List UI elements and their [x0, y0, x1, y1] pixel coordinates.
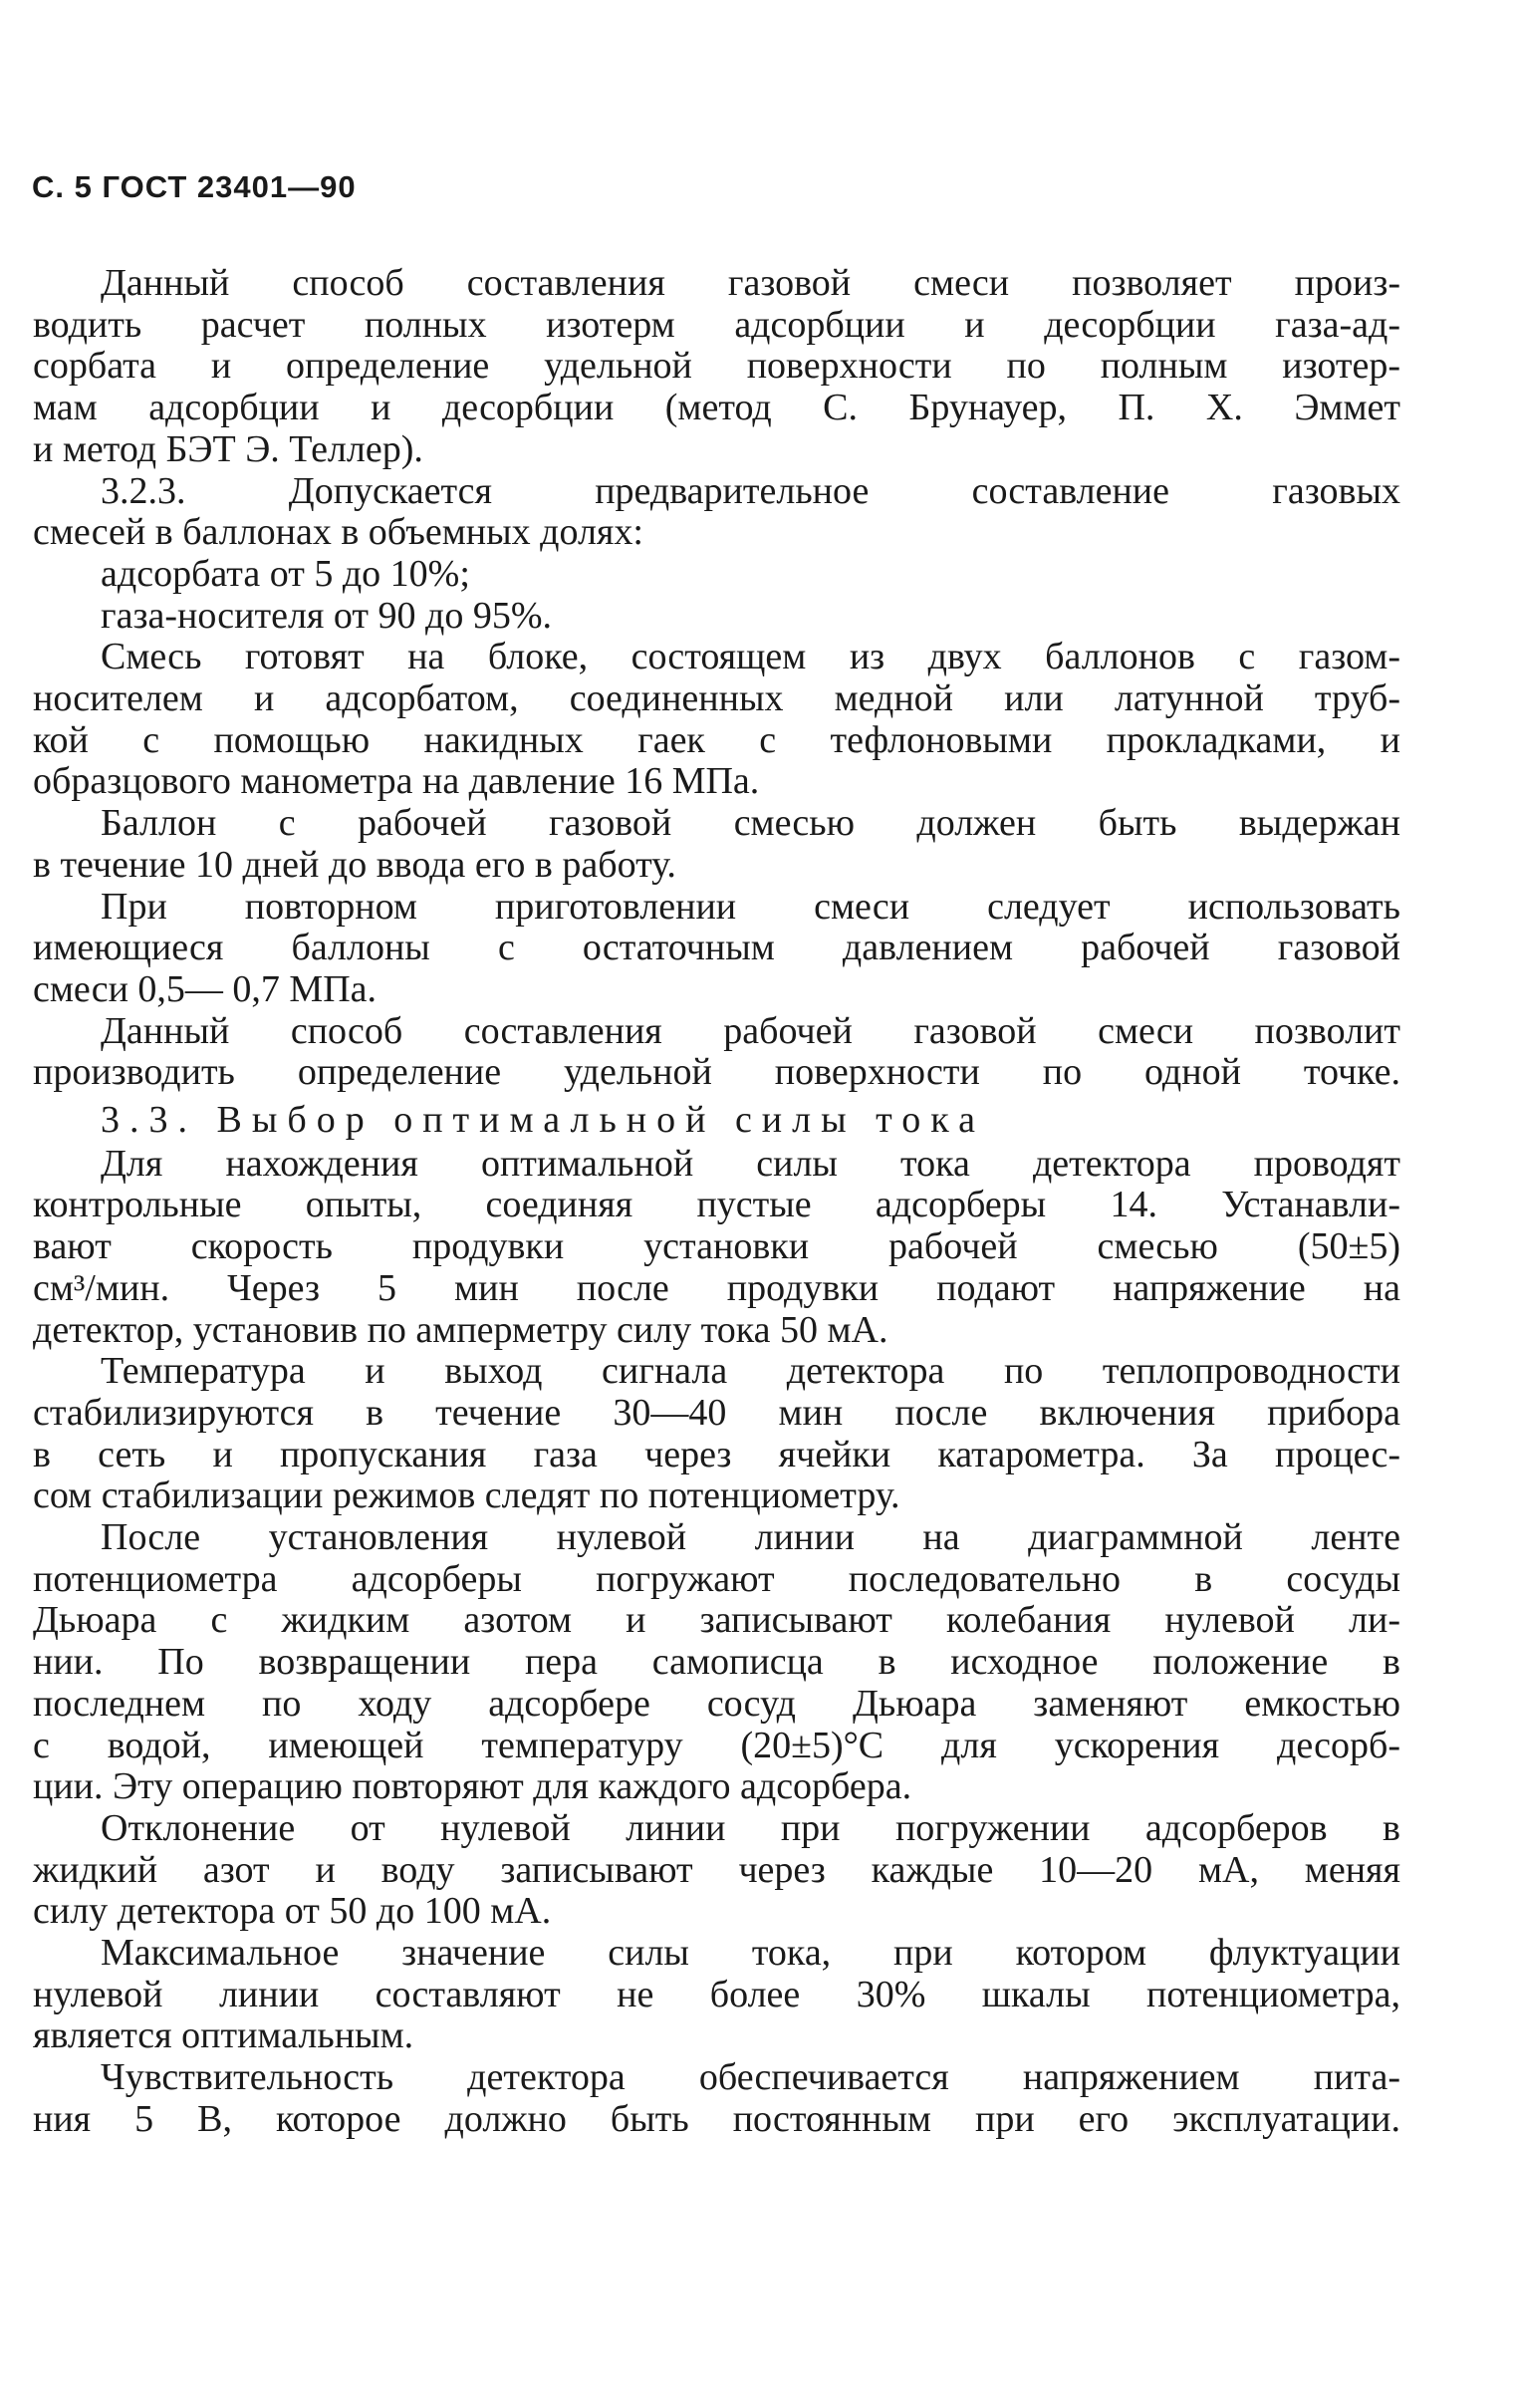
text-line: контрольные опыты, соединяя пустые адсорберы 14. Устанавли- [33, 1184, 1400, 1225]
page-header: С. 5 ГОСТ 23401—90 [32, 169, 357, 204]
text-line: в течение 10 дней до ввода его в работу. [33, 844, 676, 886]
text-line: Смесь готовят на блоке, состоящем из двух баллонов с газом- [101, 636, 1400, 677]
text-line: вают скорость продувки установки рабочей смесью (50±5) [33, 1225, 1400, 1267]
text-line: смеси 0,5— 0,7 МПа. [33, 968, 378, 1010]
text-line: последнем по ходу адсорбере сосуд Дьюара заменяют емкостью [33, 1683, 1400, 1725]
text-line: см³/мин. Через 5 мин после продувки подают напряжение на [33, 1267, 1400, 1309]
text-line: жидкий азот и воду записывают через каждые 10—20 мА, меняя [33, 1849, 1400, 1891]
text-line: с водой, имеющей температуру (20±5)°С для ускорения десорб- [33, 1725, 1400, 1766]
text-line: мам адсорбции и десорбции (метод С. Брунауер, П. Х. Эммет [33, 387, 1400, 428]
text-line: образцового манометра на давление 16 МПа. [33, 760, 760, 802]
text-line: 3.2.3. Допускается предварительное составление газовых [101, 470, 1400, 512]
text-line: Отклонение от нулевой линии при погружении адсорберов в [101, 1807, 1400, 1849]
text-line: силу детектора от 50 до 100 мА. [33, 1890, 552, 1932]
text-line: Максимальное значение силы тока, при котором флуктуации [101, 1932, 1400, 1974]
text-line: смесей в баллонах в объемных долях: [33, 511, 643, 553]
text-line: После установления нулевой линии на диаграммной ленте [101, 1516, 1400, 1558]
text-line: производить определение удельной поверхности по одной точке. [33, 1051, 1400, 1093]
text-line: стабилизируются в течение 30—40 мин после включения прибора [33, 1392, 1400, 1434]
text-line: имеющиеся баллоны с остаточным давлением рабочей газовой [33, 927, 1400, 968]
text-line: в сеть и пропускания газа через ячейки катарометра. За процес- [33, 1434, 1400, 1475]
text-line: водить расчет полных изотерм адсорбции и десорбции газа-ад- [33, 304, 1400, 346]
text-line: является оптимальным. [33, 2014, 414, 2056]
text-line: адсорбата от 5 до 10%; [101, 553, 470, 595]
text-line: Баллон с рабочей газовой смесью должен быть выдержан [101, 802, 1400, 844]
text-line: нии. По возвращении пера самописца в исходное положение в [33, 1641, 1400, 1683]
text-line: Данный способ составления рабочей газовой смеси позволит [101, 1010, 1400, 1052]
text-line: ции. Эту операцию повторяют для каждого адсорбера. [33, 1765, 912, 1807]
text-line: 3.3. Выбор оптимальной силы тока [101, 1099, 985, 1141]
text-line: детектор, установив по амперметру силу тока 50 мА. [33, 1309, 888, 1351]
text-line: Температура и выход сигнала детектора по теплопроводности [101, 1350, 1400, 1392]
text-line: Данный способ составления газовой смеси позволяет произ- [101, 262, 1400, 304]
text-line: потенциометра адсорберы погружают последовательно в сосуды [33, 1558, 1400, 1600]
text-line: сом стабилизации режимов следят по потенциометру. [33, 1474, 900, 1516]
text-line: Чувствительность детектора обеспечивается напряжением пита- [101, 2056, 1400, 2098]
text-line: сорбата и определение удельной поверхности по полным изотер- [33, 345, 1400, 387]
text-line: ния 5 В, которое должно быть постоянным при его эксплуатации. [33, 2098, 1400, 2140]
text-line: носителем и адсорбатом, соединенных медной или латунной труб- [33, 677, 1400, 719]
text-line: Для нахождения оптимальной силы тока детектора проводят [101, 1143, 1400, 1185]
text-line: При повторном приготовлении смеси следует использовать [101, 886, 1400, 928]
text-line: газа-носителя от 90 до 95%. [101, 595, 552, 637]
text-line: и метод БЭТ Э. Теллер). [33, 428, 423, 470]
text-line: Дьюара с жидким азотом и записывают колебания нулевой ли- [33, 1599, 1400, 1641]
text-line: кой с помощью накидных гаек с тефлоновыми прокладками, и [33, 719, 1400, 761]
text-line: нулевой линии составляют не более 30% шкалы потенциометра, [33, 1974, 1400, 2015]
